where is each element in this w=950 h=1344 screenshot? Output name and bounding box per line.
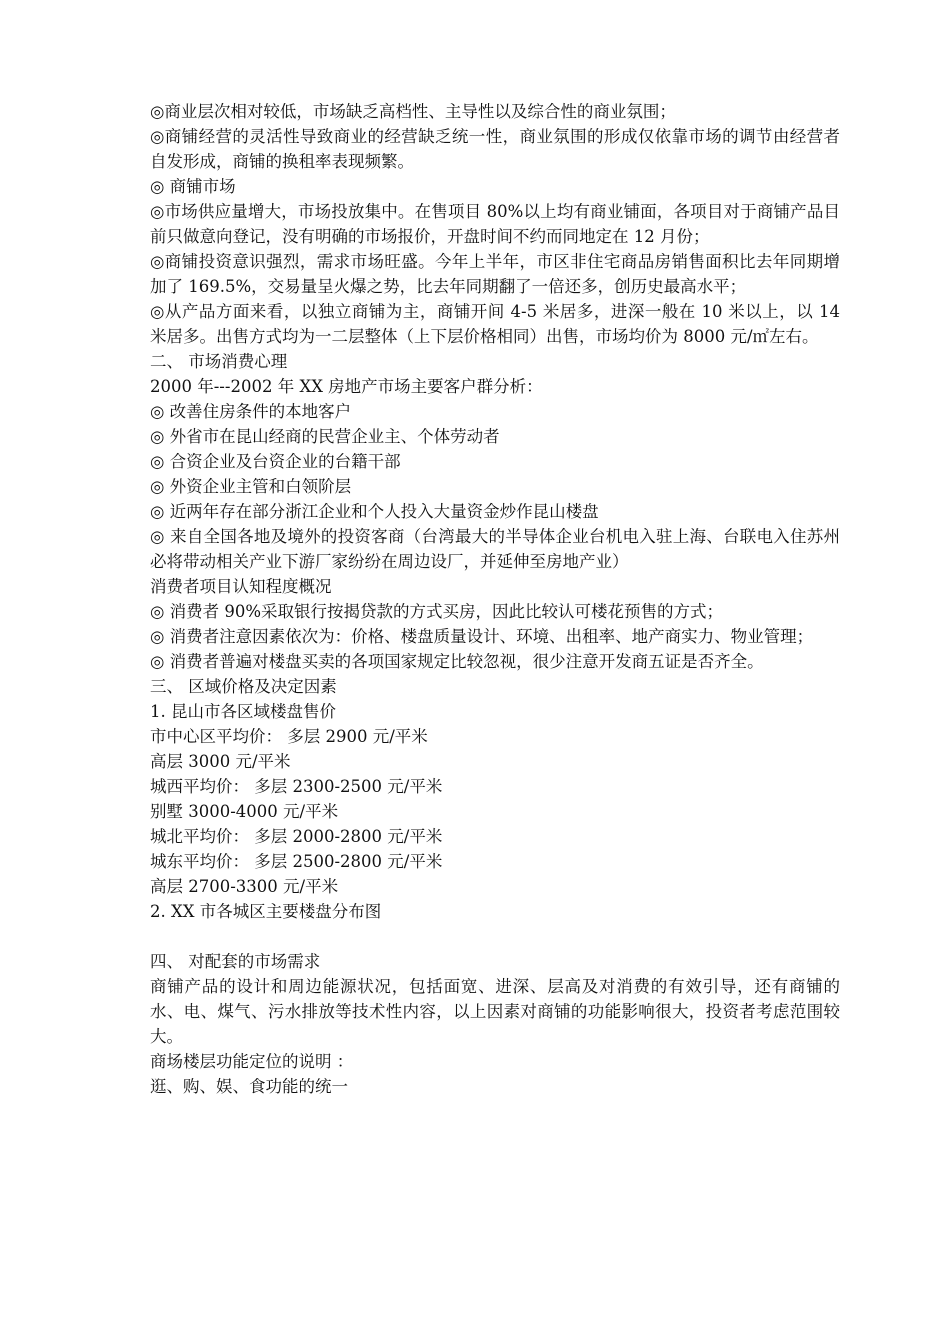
price-line-city-center-highrise: 高层 3000 元/平米 [150,752,291,771]
paragraph-product-aspect: ◎从产品方面来看，以独立商铺为主，商铺开间 4-5 米居多，进深一般在 10 米以上，以 14 米居多。出售方式均为一二层整体（上下层价格相同）出售，市场均价为 8000 元/㎡左右。 [150,302,840,346]
document-body [150,99,840,1099]
list-item-private-owners: ◎ 外省市在昆山经商的民营企业主、个体劳动者 [150,427,500,446]
list-item-attention-factors: ◎ 消费者注意因素依次为：价格、楼盘质量设计、环境、出租率、地产商实力、物业管理； [150,627,814,646]
paragraph-customer-analysis: 2000 年---2002 年 XX 房地产市场主要客户群分析： [150,377,543,396]
price-line-west: 城西平均价： 多层 2300-2500 元/平米 [150,777,443,796]
list-item-foreign-managers: ◎ 外资企业主管和白领阶层 [150,477,352,496]
heading-shop-market: ◎ 商铺市场 [150,177,236,196]
price-line-west-villa: 别墅 3000-4000 元/平米 [150,802,339,821]
paragraph-market-supply: ◎市场供应量增大，市场投放集中。在售项目 80%以上均有商业铺面，各项目对于商铺产品目前只做意向登记，没有明确的市场报价，开盘时间不约而同地定在 12 月份； [150,202,840,246]
list-item-taiwan-cadres: ◎ 合资企业及台资企业的台籍干部 [150,452,401,471]
section-heading-consumer-psychology: 二、 市场消费心理 [150,352,288,371]
list-item-local-customers: ◎ 改善住房条件的本地客户 [150,402,352,421]
price-line-east-highrise: 高层 2700-3300 元/平米 [150,877,339,896]
paragraph-shop-design: 商铺产品的设计和周边能源状况，包括面宽、进深、层高及对消费的有效引导，还有商铺的水、电、煤气、污水排放等技术性内容，以上因素对商铺的功能影响很大，投资者考虑范围较大。 [150,977,840,1046]
paragraph-function-unity: 逛、购、娱、食功能的统一 [150,1077,348,1096]
subheading-distribution-map: 2. XX 市各城区主要楼盘分布图 [150,902,382,921]
subheading-consumer-awareness: 消费者项目认知程度概况 [150,577,332,596]
paragraph-shop-operation: ◎商铺经营的灵活性导致商业的经营缺乏统一性，商业氛围的形成仅依靠市场的调节由经营者自发形成，商铺的换租率表现频繁。 [150,127,840,171]
section-heading-supporting-demand: 四、 对配套的市场需求 [150,952,321,971]
list-item-zhejiang-investors: ◎ 近两年存在部分浙江企业和个人投入大量资金炒作昆山楼盘 [150,502,599,521]
price-line-city-center: 市中心区平均价： 多层 2900 元/平米 [150,727,428,746]
subheading-kunshan-prices: 1. 昆山市各区域楼盘售价 [150,702,336,721]
list-item-nationwide-investors: ◎ 来自全国各地及境外的投资客商（台湾最大的半导体企业台机电入驻上海、台联电入住苏州必将带动相关产业下游厂家纷纷在周边设厂，并延伸至房地产业） [150,527,840,571]
paragraph-investment-demand: ◎商铺投资意识强烈，需求市场旺盛。今年上半年，市区非住宅商品房销售面积比去年同期增加了 169.5%，交易量呈火爆之势，比去年同期翻了一倍还多，创历史最高水平； [150,252,840,296]
blank-line [150,924,840,949]
section-heading-regional-prices: 三、 区域价格及决定因素 [150,677,337,696]
price-line-north: 城北平均价： 多层 2000-2800 元/平米 [150,827,443,846]
list-item-regulations: ◎ 消费者普遍对楼盘买卖的各项国家规定比较忽视，很少注意开发商五证是否齐全。 [150,652,764,671]
price-line-east: 城东平均价： 多层 2500-2800 元/平米 [150,852,443,871]
list-item-mortgage: ◎ 消费者 90%采取银行按揭贷款的方式买房，因此比较认可楼花预售的方式； [150,602,724,621]
paragraph-floor-function: 商场楼层功能定位的说明 ： [150,1052,354,1071]
paragraph-commerce-level: ◎商业层次相对较低，市场缺乏高档性、主导性以及综合性的商业氛围； [150,102,676,121]
